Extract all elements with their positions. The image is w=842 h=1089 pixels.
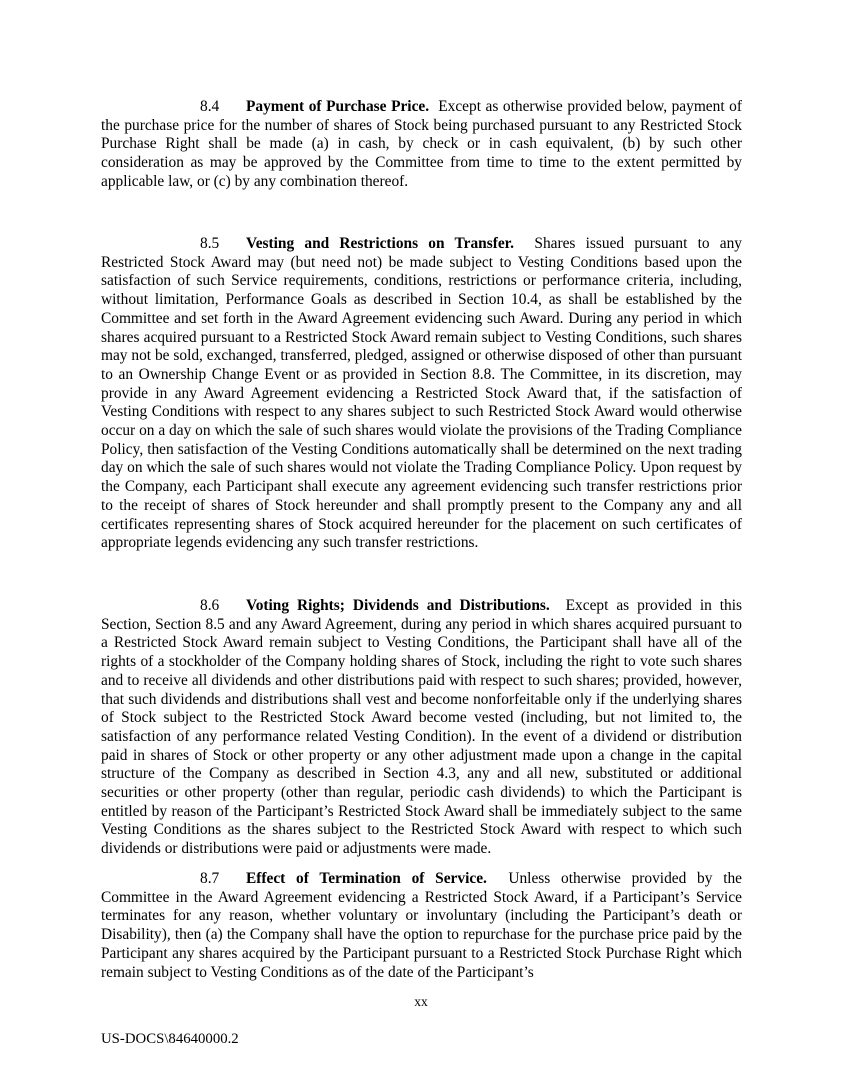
section-body: Except as provided in this Section, Section 8.5 and any Award Agreement, during any period in which shares acquired pursuant to a Restricted Stock Award remain subject to Vesting Conditions, the Participant shall have all of the rights of a stockholder of the Company holding shares of Stock, including the right to vote such shares and to receive all dividends and other distributions paid with respect to such shares; provided, however, that such dividends and distributions shall vest and become nonforfeitable only if the underlying shares of Stock subject to the Restricted Stock Award become vested (including, but not limited to, the satisfaction of any performance related Vesting Condition). In the event of a dividend or distribution paid in shares of Stock or other property or any other adjustment made upon a change in the capital structure of the Company as described in Section 4.3, any and all new, substituted or additional securities or other property (other than regular, periodic cash dividends) to which the Participant is entitled by reason of the Participant’s Restricted Stock Award shall be immediately subject to the same Vesting Conditions as the shares subject to the Restricted Stock Award with respect to which such dividends or distributions were paid or adjustments were made. <box>101 597 742 858</box>
section-number: 8.7 <box>200 870 220 887</box>
section-body: Shares issued pursuant to any Restricted Stock Award may (but need not) be made subject to Vesting Conditions based upon the satisfaction of such Service requirements, conditions, restrictions or performance criteria, including, without limitation, Performance Goals as described in Section 10.4, as shall be established by the Committee and set forth in the Award Agreement evidencing such Award. During any period in which shares acquired pursuant to a Restricted Stock Award remain subject to Vesting Conditions, such shares may not be sold, exchanged, transferred, pledged, assigned or otherwise disposed of other than pursuant to an Ownership Change Event or as provided in Section 8.8. The Committee, in its discretion, may provide in any Award Agreement evidencing a Restricted Stock Award that, if the satisfaction of Vesting Conditions with respect to any shares subject to such Restricted Stock Award would otherwise occur on a day on which the sale of such shares would violate the provisions of the Trading Compliance Policy, then satisfaction of the Vesting Conditions automatically shall be determined on the next trading day on which the sale of such shares would not violate the Trading Compliance Policy. Upon request by the Company, each Participant shall execute any agreement evidencing such transfer restrictions prior to the receipt of shares of Stock hereunder and shall promptly present to the Company any and all certificates representing shares of Stock acquired hereunder for the placement on such certificates of appropriate legends evidencing any such transfer restrictions. <box>101 235 742 552</box>
section-8-5-paragraph <box>101 235 742 553</box>
page-number: xx <box>414 994 428 1009</box>
section-8-7-paragraph <box>101 870 742 982</box>
section-heading: Vesting and Restrictions on Transfer. <box>246 235 514 252</box>
section-number: 8.5 <box>200 235 220 252</box>
section-heading: Payment of Purchase Price. <box>246 98 430 115</box>
section-heading: Voting Rights; Dividends and Distributions. <box>246 597 550 614</box>
section-number: 8.6 <box>200 597 220 614</box>
document-id: US-DOCS\84640000.2 <box>101 1031 239 1047</box>
section-heading: Effect of Termination of Service. <box>246 870 487 887</box>
section-number: 8.4 <box>200 98 220 115</box>
section-body: Unless otherwise provided by the Committee in the Award Agreement evidencing a Restricted Stock Award, if a Participant’s Service terminates for any reason, whether voluntary or involuntary (including the Participant’s death or Disability), then (a) the Company shall have the option to repurchase for the purchase price paid by the Participant any shares acquired by the Participant pursuant to a Restricted Stock Purchase Right which remain subject to Vesting Conditions as of the date of the Participant’s <box>101 870 742 981</box>
section-8-6-paragraph <box>101 597 742 859</box>
section-8-4-paragraph <box>101 98 742 192</box>
section-body: Except as otherwise provided below, payment of the purchase price for the number of shares of Stock being purchased pursuant to any Restricted Stock Purchase Right shall be made (a) in cash, by check or in cash equivalent, (b) by such other consideration as may be approved by the Committee from time to time to the extent permitted by applicable law, or (c) by any combination thereof. <box>101 98 742 190</box>
